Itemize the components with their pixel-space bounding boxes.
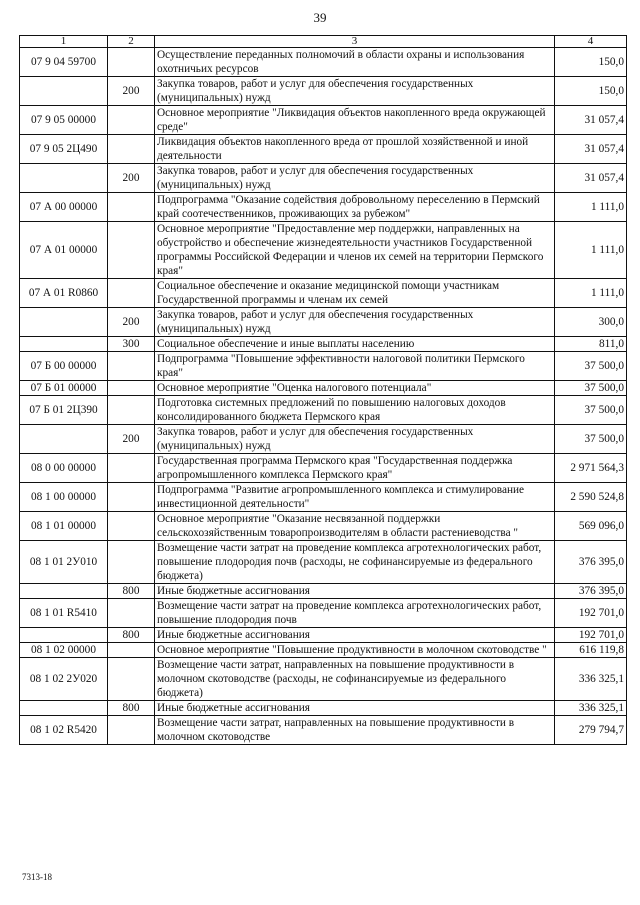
row-amount: 1 111,0 — [555, 193, 627, 222]
row-amount: 192 701,0 — [555, 628, 627, 643]
table-row — [20, 454, 627, 483]
row-amount: 2 590 524,8 — [555, 483, 627, 512]
table-row — [20, 48, 627, 77]
row-expense-type — [108, 222, 155, 279]
row-code: 07 9 05 2Ц490 — [20, 135, 108, 164]
row-code: 07 Б 01 00000 — [20, 381, 108, 396]
table-row — [20, 279, 627, 308]
row-amount: 811,0 — [555, 337, 627, 352]
table-row — [20, 77, 627, 106]
row-code: 08 1 00 00000 — [20, 483, 108, 512]
row-code — [20, 425, 108, 454]
row-expense-type: 300 — [108, 337, 155, 352]
table-row — [20, 222, 627, 279]
row-code: 07 А 01 00000 — [20, 222, 108, 279]
header-col-1: 1 — [20, 36, 108, 48]
row-code: 08 1 02 2У020 — [20, 658, 108, 701]
row-description: Возмещение части затрат, направленных на повышение продуктивности в молочном скотоводстве (расходы, не софинансируемые из федерального бюджета) — [155, 658, 555, 701]
row-expense-type: 800 — [108, 628, 155, 643]
table-row — [20, 425, 627, 454]
row-code: 08 1 01 R5410 — [20, 599, 108, 628]
row-code: 07 9 04 59700 — [20, 48, 108, 77]
row-description: Закупка товаров, работ и услуг для обеспечения государственных (муниципальных) нужд — [155, 77, 555, 106]
row-description: Иные бюджетные ассигнования — [155, 584, 555, 599]
row-expense-type — [108, 279, 155, 308]
row-description: Возмещение части затрат на проведение комплекса агротехнологических работ, повышение плодородия почв — [155, 599, 555, 628]
row-expense-type: 800 — [108, 701, 155, 716]
row-description: Иные бюджетные ассигнования — [155, 701, 555, 716]
header-col-3: 3 — [155, 36, 555, 48]
row-amount: 1 111,0 — [555, 279, 627, 308]
table-row — [20, 599, 627, 628]
table-row — [20, 483, 627, 512]
row-expense-type: 800 — [108, 584, 155, 599]
table-row — [20, 135, 627, 164]
row-amount: 31 057,4 — [555, 106, 627, 135]
row-description: Подготовка системных предложений по повышению налоговых доходов консолидированного бюджета Пермского края — [155, 396, 555, 425]
table-header-row — [20, 36, 627, 48]
row-description: Осуществление переданных полномочий в области охраны и использования охотничьих ресурсов — [155, 48, 555, 77]
row-description: Возмещение части затрат, направленных на повышение продуктивности в молочном скотоводстве — [155, 716, 555, 745]
page-number: 39 — [313, 10, 327, 25]
row-expense-type — [108, 483, 155, 512]
row-amount: 150,0 — [555, 77, 627, 106]
row-expense-type — [108, 541, 155, 584]
row-description: Основное мероприятие "Оказание несвязанной поддержки сельскохозяйственным товаропроизводителям в области растениеводства " — [155, 512, 555, 541]
row-code: 08 1 02 00000 — [20, 643, 108, 658]
table-row — [20, 628, 627, 643]
row-code — [20, 701, 108, 716]
row-code — [20, 337, 108, 352]
row-code: 08 0 00 00000 — [20, 454, 108, 483]
row-expense-type — [108, 716, 155, 745]
row-amount: 150,0 — [555, 48, 627, 77]
row-amount: 616 119,8 — [555, 643, 627, 658]
row-description: Подпрограмма "Оказание содействия добровольному переселению в Пермский край соотечественников, проживающих за рубежом" — [155, 193, 555, 222]
row-description: Ликвидация объектов накопленного вреда от прошлой хозяйственной и иной деятельности — [155, 135, 555, 164]
row-amount: 31 057,4 — [555, 135, 627, 164]
row-amount: 37 500,0 — [555, 352, 627, 381]
row-description: Социальное обеспечение и оказание медицинской помощи участникам Государственной программы и членам их семей — [155, 279, 555, 308]
row-expense-type — [108, 396, 155, 425]
row-expense-type — [108, 106, 155, 135]
header-col-4: 4 — [555, 36, 627, 48]
row-expense-type — [108, 658, 155, 701]
row-code: 08 1 01 2У010 — [20, 541, 108, 584]
table-row — [20, 381, 627, 396]
row-code: 07 9 05 00000 — [20, 106, 108, 135]
row-description: Возмещение части затрат на проведение комплекса агротехнологических работ, повышение плодородия почв (расходы, не софинансируемые из федерального бюджета) — [155, 541, 555, 584]
table-row — [20, 396, 627, 425]
row-code — [20, 628, 108, 643]
row-description: Основное мероприятие "Повышение продуктивности в молочном скотоводстве " — [155, 643, 555, 658]
table-row — [20, 193, 627, 222]
row-expense-type: 200 — [108, 308, 155, 337]
row-amount: 279 794,7 — [555, 716, 627, 745]
row-description: Закупка товаров, работ и услуг для обеспечения государственных (муниципальных) нужд — [155, 308, 555, 337]
table-row — [20, 658, 627, 701]
row-expense-type — [108, 352, 155, 381]
row-amount: 376 395,0 — [555, 584, 627, 599]
row-description: Закупка товаров, работ и услуг для обеспечения государственных (муниципальных) нужд — [155, 425, 555, 454]
table-row — [20, 512, 627, 541]
row-code: 07 Б 01 2Ц390 — [20, 396, 108, 425]
row-amount: 300,0 — [555, 308, 627, 337]
row-description: Социальное обеспечение и иные выплаты населению — [155, 337, 555, 352]
row-expense-type — [108, 48, 155, 77]
row-description: Государственная программа Пермского края "Государственная поддержка агропромышленного комплекса Пермского края" — [155, 454, 555, 483]
table-row — [20, 701, 627, 716]
row-expense-type — [108, 381, 155, 396]
table-row — [20, 106, 627, 135]
row-expense-type: 200 — [108, 164, 155, 193]
row-expense-type — [108, 599, 155, 628]
table-row — [20, 541, 627, 584]
row-expense-type — [108, 193, 155, 222]
header-col-2: 2 — [108, 36, 155, 48]
row-description: Основное мероприятие "Предоставление мер поддержки, направленных на обустройство и обеспечение жизнедеятельности участников Государственной программы Российской Федерации и членов их семей на территории Пермского края" — [155, 222, 555, 279]
table-row — [20, 584, 627, 599]
row-amount: 1 111,0 — [555, 222, 627, 279]
table-row — [20, 643, 627, 658]
row-code: 07 А 01 R0860 — [20, 279, 108, 308]
table-row — [20, 337, 627, 352]
row-amount: 37 500,0 — [555, 396, 627, 425]
row-amount: 336 325,1 — [555, 701, 627, 716]
row-expense-type — [108, 135, 155, 164]
row-amount: 336 325,1 — [555, 658, 627, 701]
row-amount: 376 395,0 — [555, 541, 627, 584]
row-amount: 31 057,4 — [555, 164, 627, 193]
row-description: Подпрограмма "Развитие агропромышленного комплекса и стимулирование инвестиционной деятельности" — [155, 483, 555, 512]
row-description: Основное мероприятие "Ликвидация объектов накопленного вреда окружающей среде" — [155, 106, 555, 135]
row-code — [20, 308, 108, 337]
row-description: Основное мероприятие "Оценка налогового потенциала" — [155, 381, 555, 396]
row-amount: 37 500,0 — [555, 381, 627, 396]
table-row — [20, 716, 627, 745]
row-expense-type: 200 — [108, 425, 155, 454]
table-row — [20, 164, 627, 193]
row-code — [20, 164, 108, 193]
row-expense-type — [108, 643, 155, 658]
row-code: 08 1 01 00000 — [20, 512, 108, 541]
row-code: 07 А 00 00000 — [20, 193, 108, 222]
row-description: Закупка товаров, работ и услуг для обеспечения государственных (муниципальных) нужд — [155, 164, 555, 193]
row-description: Иные бюджетные ассигнования — [155, 628, 555, 643]
row-amount: 569 096,0 — [555, 512, 627, 541]
table-row — [20, 352, 627, 381]
footer-document-code: 7313-18 — [22, 872, 52, 882]
row-expense-type — [108, 512, 155, 541]
row-description: Подпрограмма "Повышение эффективности налоговой политики Пермского края" — [155, 352, 555, 381]
row-amount: 192 701,0 — [555, 599, 627, 628]
row-code — [20, 584, 108, 599]
budget-table — [19, 35, 627, 745]
row-code: 08 1 02 R5420 — [20, 716, 108, 745]
table-row — [20, 308, 627, 337]
row-expense-type — [108, 454, 155, 483]
row-amount: 2 971 564,3 — [555, 454, 627, 483]
row-code: 07 Б 00 00000 — [20, 352, 108, 381]
row-code — [20, 77, 108, 106]
row-amount: 37 500,0 — [555, 425, 627, 454]
row-expense-type: 200 — [108, 77, 155, 106]
